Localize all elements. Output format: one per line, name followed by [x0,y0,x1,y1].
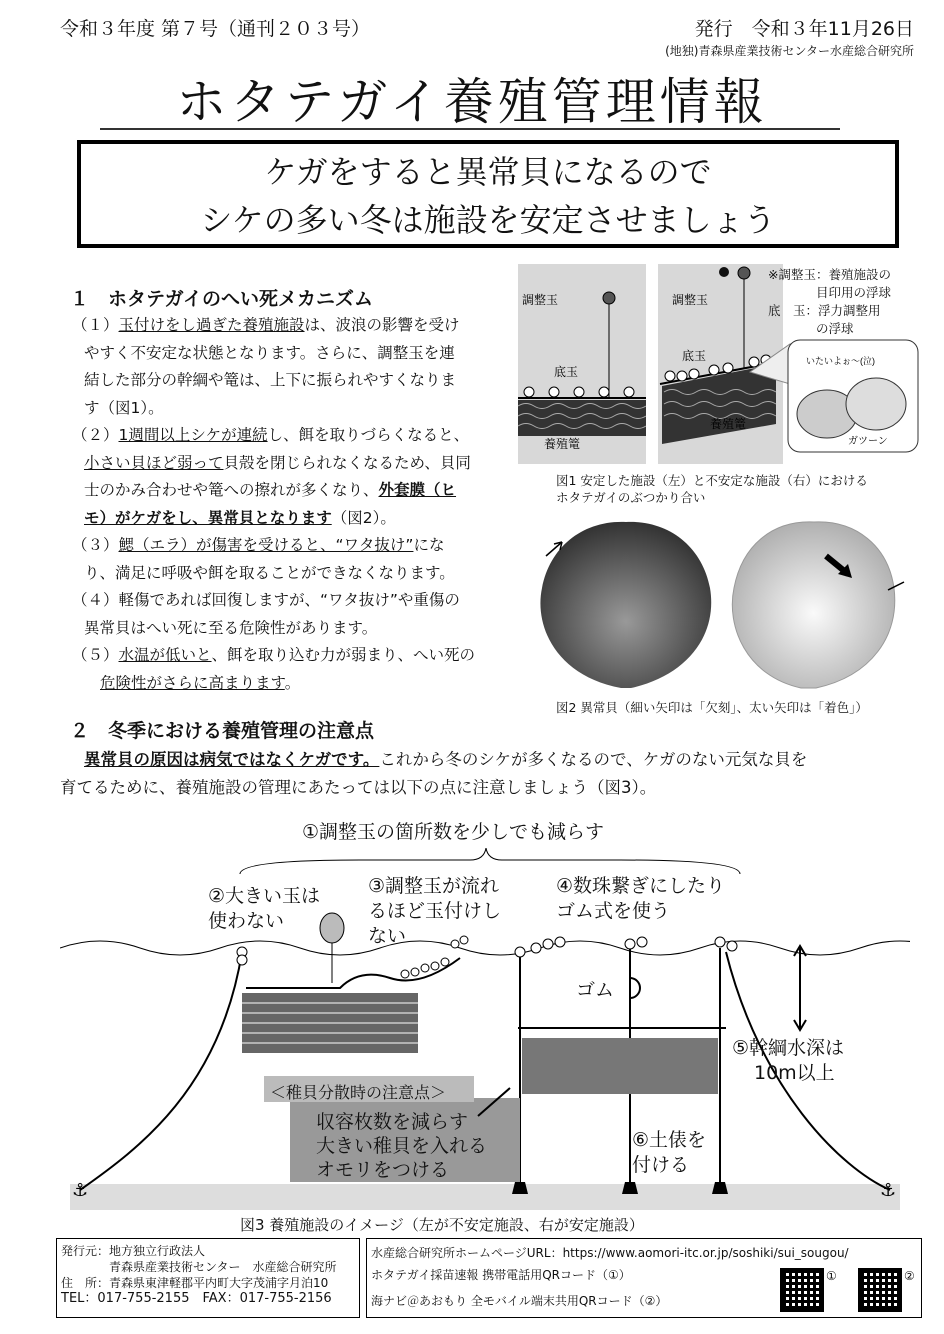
para1-line4: す（図1）。 [84,398,164,417]
qr-code-2-label: ② [904,1269,915,1283]
fig3-point1: ①調整玉の箇所数を少しでも減らす [302,821,605,843]
fig3-caution-item1: 収容枚数を減らす [316,1111,469,1133]
para2-rest: し、餌を取りづらくなると、 [267,426,470,444]
fig1-right-top-ball [719,267,729,277]
fig1-label-bottom-right: 底玉 [682,349,707,363]
para5-rest: 、餌を取り込む力が弱まり、へい死の [211,646,476,664]
fig3-left-mainline [246,958,460,988]
para5-line2-rest: 。 [284,673,301,692]
footer-hp-url[interactable]: 水産総合研究所ホームページURL：https://www.aomori-itc.or.jp/soshiki/sui_sougou/ [371,1246,849,1260]
fig1-scallop-right [846,378,906,430]
section1-body [72,312,475,697]
fig3-rubber-icon [630,978,640,998]
para1-prefix: （１） [72,316,119,334]
para5-prefix: （５） [72,646,119,664]
fig1-note [768,266,891,338]
publish-date: 発行 令和３年11月26日 [694,18,914,40]
section1-heading: １ ホタテガイのへい死メカニズム [70,288,374,310]
para3-underline: 鰓（エラ）が傷害を受けると、“ワタ抜け” [118,536,414,554]
fig3-rubber-label: ゴム [576,979,615,1001]
para3-prefix: （３） [72,536,119,554]
fig3-point6-line1: ⑥土俵を [632,1129,707,1151]
fig3-point5 [732,1036,844,1086]
fig3-point4-line2: ゴム式を使う [556,900,671,922]
fig1-label-cage-left: 養殖篭 [544,437,581,451]
fig3-point2 [208,884,320,934]
para5-line2-underline: 危険性がさらに高まります [100,673,285,692]
para2-line3-a: 士のかみ合わせや篭への擦れが多くなり、 [84,481,379,499]
lead-underline: 異常貝の原因は病気ではなくケガです。 [84,750,380,769]
fig1-caption-line1: 図1 安定した施設（左）と不安定な施設（右）における [556,473,868,488]
footer-qr1-text: ホタテガイ採苗速報 携帯電話用QRコード（①） [371,1268,631,1282]
title-underline [100,128,840,130]
footer-qr2-text: 海ナビ＠あおもり 全モバイル端末共用QRコード（②） [371,1294,668,1308]
fig3-point2-line2: 使わない [208,910,285,932]
para5-line1 [72,642,475,670]
qr-code-1-label: ① [826,1269,837,1283]
fig3-seabed [70,1184,900,1210]
fig3-point2-line1: ②大きい玉は [208,885,321,907]
para1-underline: 玉付けをし過ぎた養殖施設 [118,316,305,334]
page-title: ホタテガイ養殖管理情報 [176,73,768,131]
para4-line1: （４）軽傷であれば回復しますが、“ワタ抜け”や重傷の [72,591,460,609]
fig3-big-ball [320,913,344,943]
fig3-point4-line1: ④数珠繋ぎにしたり [556,875,726,897]
fig3-point5-line2: 10m以上 [754,1062,835,1084]
para1-line1 [72,312,475,340]
fig3-caution-list [316,1110,487,1182]
para1-line2: やすく不安定な状態となります。さらに、調整玉を連 [84,343,455,362]
qr-code-1[interactable] [780,1268,824,1312]
lead-rest: これから冬のシケが多くなるので、ケガのない元気な貝を [379,750,808,769]
fig3-point6 [632,1128,706,1178]
para1-line3: 結した部分の幹綱や篭は、上下に振られやすくなりま [84,371,457,389]
fig3-anchor-right: ⚓ [880,1180,897,1201]
fig3-caution-item3: オモリをつける [316,1159,450,1181]
fig1-right-adjust-ball [738,267,750,279]
fig3-point4 [556,874,725,924]
fig3-caption: 図3 養殖施設のイメージ（左が不安定施設、右が安定施設） [240,1216,644,1234]
fig1-note-line1: ※調整玉：養殖施設の [768,267,891,282]
para2-underline: 1週間以上シケが連続 [118,426,268,444]
lead-line1 [60,746,807,774]
publisher-org: (地独)青森県産業技術センター水産総合研究所 [665,44,914,58]
para4-line2: 異常貝はへい死に至る危険性があります。 [84,618,378,637]
footer-issuer-box [56,1238,360,1318]
section2-heading: ２ 冬季における養殖管理の注意点 [70,720,375,742]
fig1-speech-bang: ガツーン [848,436,888,447]
fig1-speech-ouch: いたいよぉ～(泣) [806,356,875,366]
fig3-left-anchor-line [80,952,242,1190]
fig3-caution-title: ＜稚貝分散時の注意点＞ [270,1083,447,1102]
para2-line3 [72,477,475,505]
fig2-caption: 図2 異常貝（細い矢印は「欠刻」、太い矢印は「着色」） [556,700,868,715]
abnormal-shell-dark [540,522,711,688]
fig3-right-cages [522,1038,718,1094]
figure2-photos [526,516,906,696]
fig1-left-adjust-ball [603,292,615,304]
headline-line2: シケの多い冬は施設を安定させましょう [200,201,776,239]
fig1-caption-line2: ホタテガイのぶつかり合い [556,490,706,505]
fig3-anchor-left: ⚓ [72,1180,89,1201]
para3-line2: り、満足に呼吸や餌を取ることができなくなります。 [84,563,455,582]
headline-line1: ケガをすると異常貝になるので [264,153,712,191]
para5-line2 [72,670,475,698]
section2-lead [60,746,807,802]
fig3-point6-line2: 付ける [632,1154,690,1176]
fig1-left-cage [518,400,646,436]
fig1-label-cage-right: 養殖篭 [710,417,747,431]
footer-issuer-line1: 発行元：地方独立行政法人 [61,1244,206,1258]
fig3-point3 [368,874,501,949]
footer-links-box [366,1238,922,1318]
fig1-caption [556,472,868,506]
footer-issuer-line2: 青森県産業技術センター 水産総合研究所 [109,1260,337,1274]
para2-line3-bold: 外套膜（ヒ [378,481,457,499]
para2-line2 [72,450,475,478]
footer-address: 住 所：青森県東津軽郡平内町大字茂浦字月泊10 [61,1276,329,1290]
fig3-point3-line1: ③調整玉が流れ [368,875,500,897]
issue-number: 令和３年度 第７号（通刊２０３号） [60,18,371,40]
para1-rest: は、波浪の影響を受け [304,316,460,334]
fig3-brace [240,848,740,874]
footer-tel-fax: TEL：017-755-2155 FAX：017-755-2156 [61,1291,332,1306]
fig1-note-line3: 底 玉：浮力調整用 [768,303,881,318]
abnormal-shell-light [732,522,894,688]
para2-line4-rest: （図2）。 [331,508,396,527]
fig3-caution-item2: 大きい稚貝を入れる [316,1135,488,1157]
fig3-point3-line3: ない [368,925,407,947]
headline-box [77,140,899,248]
fig1-label-bottom-left: 底玉 [554,365,579,379]
fig1-label-adjust-left: 調整玉 [522,293,559,307]
para3-line1 [72,532,475,560]
fig3-point5-line1: ⑤幹綱水深は [732,1037,845,1059]
para2-line2-rest: 貝殻を閉じられなくなるため、貝同 [223,453,471,472]
para2-prefix: （２） [72,426,119,444]
qr-code-2[interactable] [858,1268,902,1312]
fig1-note-line2: 目印用の浮球 [816,285,892,300]
fig1-label-adjust-right: 調整玉 [672,293,709,307]
para2-line4-bold: モ）がケガをし、異常貝となります [84,508,332,527]
fig3-point3-line2: るほど玉付けし [368,900,502,922]
para2-line4 [72,505,475,533]
fig1-note-line4: の浮球 [816,321,854,336]
para3-rest: にな [413,536,445,554]
para5-underline: 水温が低いと [118,646,212,664]
para2-line2-underline: 小さい貝ほど弱って [84,453,224,472]
lead-line2: 育てるために、養殖施設の管理にあたっては以下の点に注意しましょう（図3）。 [60,778,657,797]
para2-line1 [72,422,475,450]
